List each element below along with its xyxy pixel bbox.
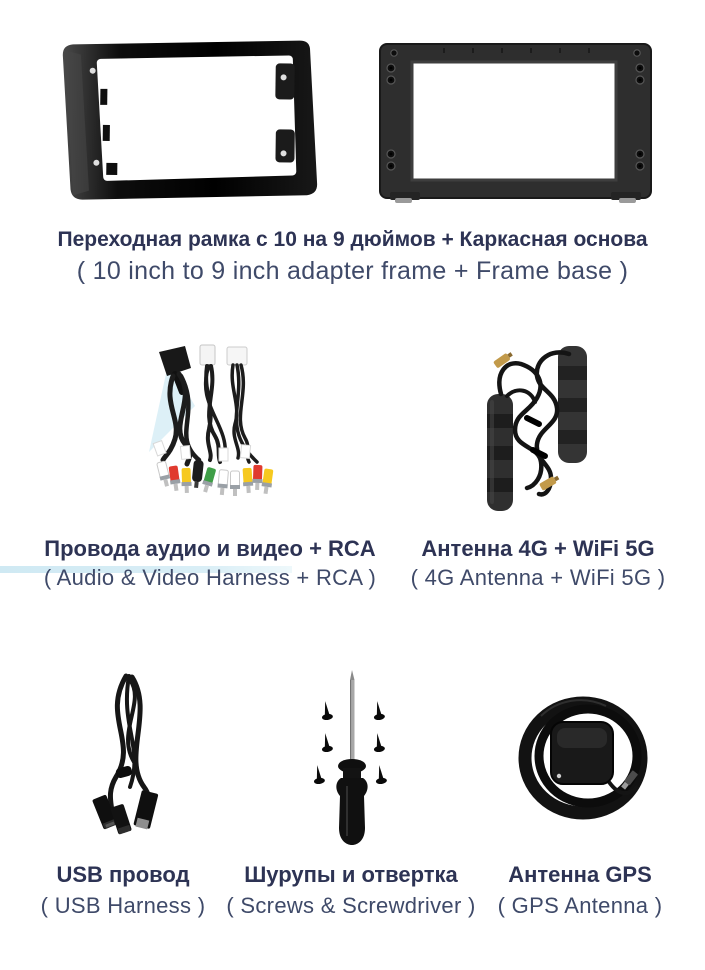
adapter-frame-image [49,34,321,205]
rca-label-ru: Провода аудио и видео + RCA [44,536,376,561]
frames-title-ru: Переходная рамка с 10 на 9 дюймов + Каркасная основа [57,228,648,251]
screws-label-en: ( Screws & Screwdriver ) [226,893,476,918]
gps-label-en: ( GPS Antenna ) [497,893,663,918]
rca-label-en: ( Audio & Video Harness + RCA ) [43,565,377,590]
gps-label-ru: Антенна GPS [508,862,652,887]
usb-label-ru: USB провод [56,862,190,887]
screws-label-ru: Шурупы и отвертка [244,862,458,887]
antenna-4g-image [487,346,587,512]
gps-antenna-image [511,686,663,833]
frame-base-image [378,42,653,205]
usb-label-en: ( USB Harness ) [40,893,206,918]
rca-harness-image [145,344,277,510]
antenna-4g-label-en: ( 4G Antenna + WiFi 5G ) [410,565,666,590]
usb-cable-image [86,672,182,848]
frames-title-en: ( 10 inch to 9 inch adapter frame + Frame base ) [76,257,629,285]
screwdriver-screws-image [297,670,407,848]
rca-plugs [156,459,274,496]
antenna-4g-label-ru: Антенна 4G + WiFi 5G [421,536,655,561]
